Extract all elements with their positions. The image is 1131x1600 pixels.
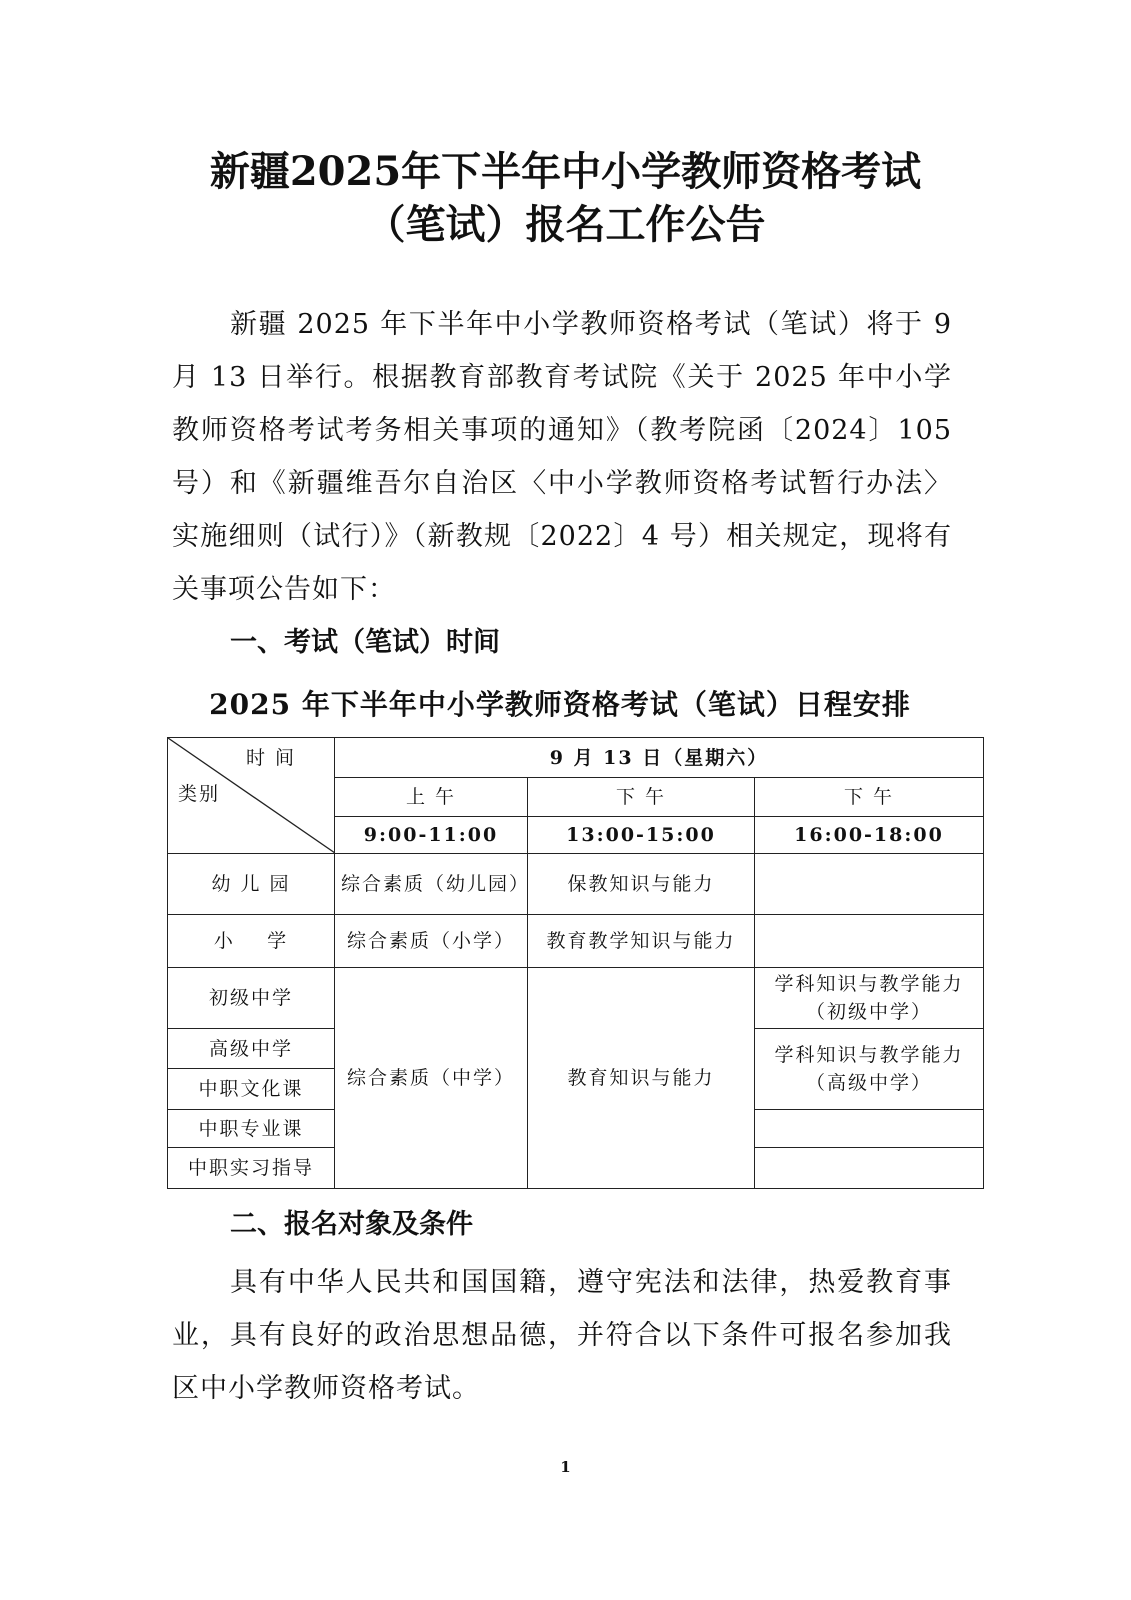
corner-time-label: 时 间 [246,747,297,769]
category-vocational-major: 中职专业课 [168,1110,335,1148]
category-primary: 小 学 [168,915,335,968]
subject-junior-discipline: 学科知识与教学能力（初级中学） [755,968,984,1029]
subject-middle-comprehensive: 综合素质（中学） [335,968,528,1189]
section-heading-eligibility: 二、报名对象及条件 [230,1209,473,1240]
category-senior-high: 高级中学 [168,1029,335,1069]
category-junior-middle: 初级中学 [168,968,335,1029]
period-afternoon-1: 下 午 [528,778,755,817]
subject-kindergarten-comprehensive: 综合素质（幼儿园） [335,854,528,915]
time-slot-1: 9:00-11:00 [335,817,528,854]
schedule-table-title: 2025 年下半年中小学教师资格考试（笔试）日程安排 [209,688,911,721]
subject-senior-discipline: 学科知识与教学能力（高级中学） [755,1029,984,1110]
document-title-line2: （笔试）报名工作公告 [365,201,766,248]
intro-paragraph: 新疆 2025 年下半年中小学教师资格考试（笔试）将于 9 月 13 日举行。根据教育部教育考试院《关于 2025 年中小学教师资格考试考务相关事项的通知》（教考院函〔2024〕105 号）和《新疆维吾尔自治区〈中小学教师资格考试暂行办法〉实施细则（试行）》（新教规〔2022〕4 号）相关规定，现将有关事项公告如下： [172,309,952,605]
empty-cell [755,854,984,915]
time-slot-3: 16:00-18:00 [755,817,984,854]
empty-cell [755,915,984,968]
corner-category-label: 类别 [178,783,221,805]
category-vocational-culture: 中职文化课 [168,1069,335,1110]
time-slot-2: 13:00-15:00 [528,817,755,854]
document-title-line1: 新疆2025年下半年中小学教师资格考试 [209,148,922,195]
category-vocational-internship: 中职实习指导 [168,1148,335,1189]
empty-cell [755,1110,984,1148]
section-heading-exam-time: 一、考试（笔试）时间 [230,627,500,658]
subject-primary-knowledge: 教育教学知识与能力 [528,915,755,968]
schedule-table [167,737,984,1189]
category-kindergarten: 幼 儿 园 [168,854,335,915]
empty-cell [755,1148,984,1189]
exam-date-header: 9 月 13 日（星期六） [335,738,984,778]
subject-kindergarten-knowledge: 保教知识与能力 [528,854,755,915]
period-afternoon-2: 下 午 [755,778,984,817]
subject-middle-knowledge: 教育知识与能力 [528,968,755,1189]
eligibility-paragraph: 具有中华人民共和国国籍，遵守宪法和法律，热爱教育事业，具有良好的政治思想品德，并符合以下条件可报名参加我区中小学教师资格考试。 [172,1267,952,1404]
period-morning: 上 午 [335,778,528,817]
table-corner-header [168,738,335,854]
subject-primary-comprehensive: 综合素质（小学） [335,915,528,968]
page-number: 1 [560,1458,571,1476]
